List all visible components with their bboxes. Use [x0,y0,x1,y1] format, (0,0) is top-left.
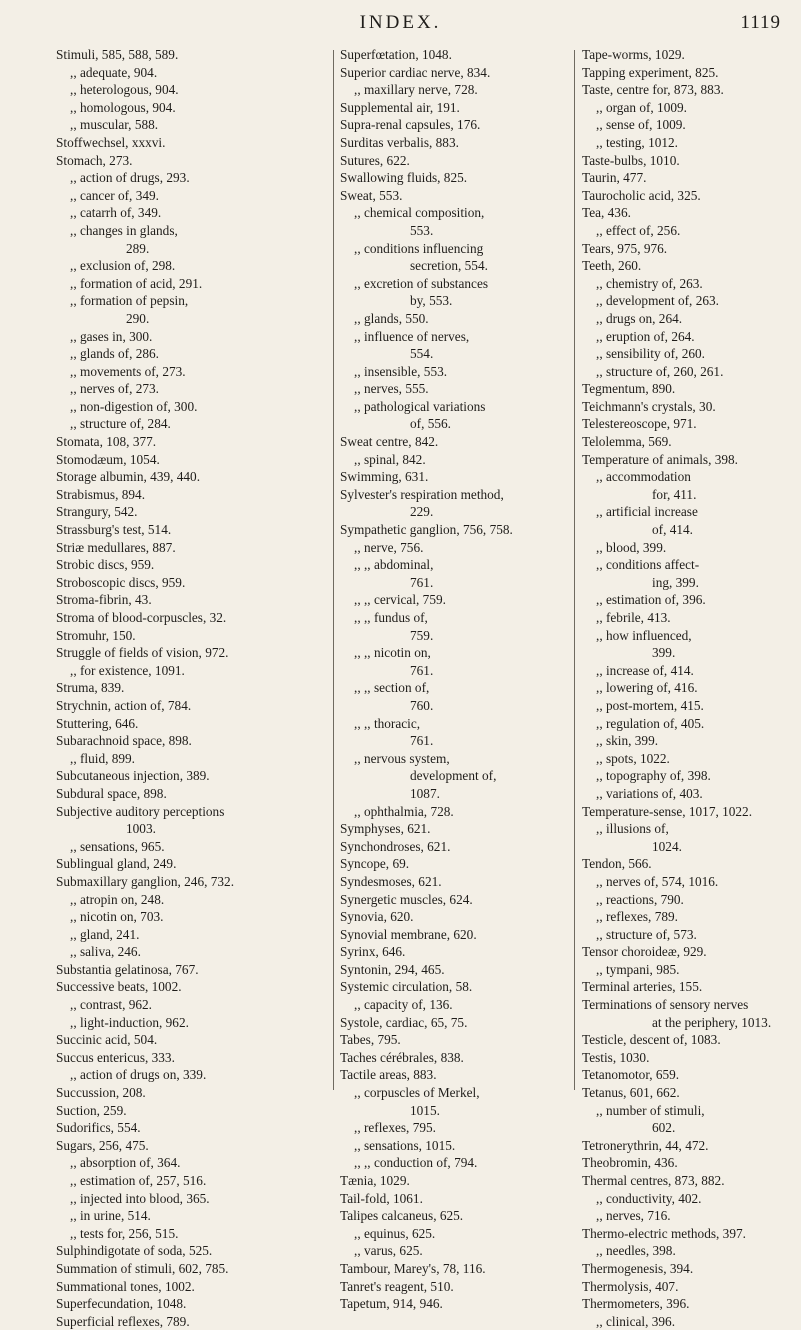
index-entry: Tapetum, 914, 946. [340,1296,443,1312]
index-entry: Thermolysis, 407. [582,1278,679,1294]
index-entry: Suction, 259. [56,1102,127,1118]
index-entry: Sudorifics, 554. [56,1120,141,1136]
index-entry: development of, [410,768,497,784]
index-entry: ,, topography of, 398. [596,768,711,784]
index-entry: 399. [652,645,676,661]
index-entry: ,, capacity of, 136. [354,997,453,1013]
index-entry: ,, fluid, 899. [70,750,136,766]
index-entry: ,, corpuscles of Merkel, [354,1085,480,1101]
index-entry: ,, conductivity, 402. [596,1190,702,1206]
index-entry: for, 411. [652,486,697,502]
index-entry: Sweat, 553. [340,187,403,203]
index-entry: ,, glands, 550. [354,310,429,326]
index-entry: ,, nerves of, 273. [70,381,159,397]
index-entry: Systemic circulation, 58. [340,979,473,995]
index-entry: Struggle of fields of vision, 972. [56,645,229,661]
index-entry: ,, adequate, 904. [70,64,158,80]
index-entry: ,, structure of, 260, 261. [596,363,724,379]
index-entry: ,, varus, 625. [354,1243,423,1259]
index-entry: Stomach, 273. [56,152,133,168]
index-entry: ,, equinus, 625. [354,1225,436,1241]
index-entry: ,, conditions affect- [596,557,700,573]
index-entry: ,, number of stimuli, [596,1102,705,1118]
index-entry: ,, nicotin on, 703. [70,909,164,925]
index-entry: ,, reactions, 790. [596,891,684,907]
index-entry: ,, ,, abdominal, [354,557,434,573]
index-entry: ,, changes in glands, [70,222,178,238]
index-entry: ,, blood, 399. [596,539,667,555]
index-entry: Subdural space, 898. [56,785,167,801]
index-entry: 759. [410,627,434,643]
index-entry: Teeth, 260. [582,258,642,274]
index-entry: ,, gases in, 300. [70,328,153,344]
index-entry: Taurin, 477. [582,170,647,186]
index-entry: at the periphery, 1013. [652,1014,772,1030]
index-entry: Tetanomotor, 659. [582,1067,680,1083]
index-entry: Tendon, 566. [582,856,652,872]
index-entry: ,, lowering of, 416. [596,680,698,696]
index-entry: ,, post-mortem, 415. [596,697,704,713]
index-entry: Syncope, 69. [340,856,410,872]
index-entry: 229. [410,504,434,520]
column-divider [333,50,334,1090]
index-entry: ,, ,, thoracic, [354,715,421,731]
index-entry: ,, testing, 1012. [596,134,678,150]
index-entry: ,, ,, nicotin on, [354,645,431,661]
index-entry: 554. [410,346,434,362]
index-entry: ,, nerve, 756. [354,539,424,555]
index-entry: 1015. [410,1102,440,1118]
index-entry: ,, effect of, 256. [596,222,681,238]
index-entry: 289. [126,240,150,256]
index-entry: Tape-worms, 1029. [582,47,685,62]
index-entry: ,, movements of, 273. [70,363,186,379]
index-entry: Taurocholic acid, 325. [582,187,701,203]
index-entry: ,, variations of, 403. [596,785,703,801]
index-entry: ,, ,, cervical, 759. [354,592,446,608]
index-entry: Tail-fold, 1061. [340,1190,423,1206]
index-entry: Sylvester's respiration method, [340,486,504,502]
index-entry: ,, chemical composition, [354,205,485,221]
index-entry: Striæ medullares, 887. [56,539,176,555]
index-entry: Systole, cardiac, 65, 75. [340,1014,468,1030]
index-entry: Synovia, 620. [340,909,414,925]
index-entry: Tensor choroideæ, 929. [582,944,707,960]
index-entry: Syntonin, 294, 465. [340,961,445,977]
index-entry: Talipes calcaneus, 625. [340,1208,464,1224]
index-entry: ,, tympani, 985. [596,961,680,977]
index-entry: ,, nerves, 716. [596,1208,671,1224]
index-entry: ,, reflexes, 789. [596,909,678,925]
index-entry: Stroma of blood-corpuscles, 32. [56,610,227,625]
index-entry: ,, saliva, 246. [70,944,141,960]
index-entry: 761. [410,662,434,678]
index-entry: 1024. [652,838,682,854]
index-entry: Surditas verbalis, 883. [340,134,459,150]
index-entry: ,, cancer of, 349. [70,187,159,203]
index-entry: Subcutaneous injection, 389. [56,768,210,784]
column-divider [574,50,575,1090]
index-entry: Successive beats, 1002. [56,979,182,995]
index-entry: ,, pathological variations [354,398,486,414]
index-entry: ,, needles, 398. [596,1243,676,1259]
index-entry: 1087. [410,785,440,801]
index-entry: Superfecundation, 1048. [56,1296,187,1312]
index-entry: Strychnin, action of, 784. [56,697,192,713]
index-entry: ,, increase of, 414. [596,662,694,678]
index-entry: ing, 399. [652,574,699,590]
index-entry: ,, action of drugs on, 339. [70,1067,207,1083]
index-entry: Telolemma, 569. [582,434,672,450]
index-entry: ,, eruption of, 264. [596,328,695,344]
index-entry: Stroma-fibrin, 43. [56,592,152,608]
index-entry: Telestereoscope, 971. [582,416,697,432]
index-entry: ,, estimation of, 396. [596,592,706,608]
index-entry: Thermogenesis, 394. [582,1260,694,1276]
index-entry: Stomata, 108, 377. [56,434,157,450]
index-entry: ,, febrile, 413. [596,610,671,625]
running-title: INDEX. [359,12,442,33]
index-entry: ,, development of, 263. [596,293,719,309]
index-entry: by, 553. [410,293,453,309]
index-entry: Stoffwechsel, xxxvi. [56,134,166,150]
index-entry: ,, ophthalmia, 728. [354,803,454,819]
index-entry: Summational tones, 1002. [56,1278,195,1294]
index-entry: ,, atropin on, 248. [70,891,165,907]
index-entry: ,, structure of, 573. [596,926,697,942]
index-entry: ,, action of drugs, 293. [70,170,190,186]
index-entry: ,, sensibility of, 260. [596,346,705,362]
index-entry: ,, glands of, 286. [70,346,160,362]
index-entry: ,, insensible, 553. [354,363,448,379]
index-entry: ,, catarrh of, 349. [70,205,162,221]
index-entry: Teichmann's crystals, 30. [582,398,716,414]
index-entry: ,, sensations, 965. [70,838,165,854]
index-entry: ,, how influenced, [596,627,692,643]
index-entry: ,, regulation of, 405. [596,715,705,731]
page-header [0,8,801,44]
index-entry: ,, nerves, 555. [354,381,429,397]
index-entry: Superior cardiac nerve, 834. [340,64,491,80]
index-entry: Sutures, 622. [340,152,410,168]
index-entry: Strassburg's test, 514. [56,522,172,538]
index-entry: ,, artificial increase [596,504,698,520]
index-entry: Strangury, 542. [56,504,138,520]
index-entry: ,, excretion of substances [354,275,489,291]
index-entry: 290. [126,310,150,326]
index-entry: Tetanus, 601, 662. [582,1085,680,1101]
index-entry: of, 556. [410,416,451,432]
index-entry: Tactile areas, 883. [340,1067,437,1083]
index-entry: ,, sensations, 1015. [354,1137,456,1153]
index-entry: Subjective auditory perceptions [56,803,225,819]
index-entry: Tænia, 1029. [340,1173,410,1188]
page-number: 1119 [740,12,781,33]
index-entry: Stromuhr, 150. [56,627,136,643]
index-entry: Strobic discs, 959. [56,557,155,573]
index-entry: ,, muscular, 588. [70,117,159,133]
index-entry: Taste, centre for, 873, 883. [582,82,724,98]
index-entry: Synchondroses, 621. [340,838,451,854]
index-entry: Supplemental air, 191. [340,99,460,115]
index-entry: ,, heterologous, 904. [70,82,179,98]
index-entry: ,, non-digestion of, 300. [70,398,198,414]
index-entry: 602. [652,1120,676,1136]
index-entry: Taches cérébrales, 838. [340,1049,464,1065]
index-entry: 761. [410,574,434,590]
index-entry: ,, ,, fundus of, [354,610,428,625]
index-entry: ,, accommodation [596,469,691,485]
index-entry: Tea, 436. [582,205,631,221]
index-entry: Testis, 1030. [582,1049,650,1065]
index-entry: Stroboscopic discs, 959. [56,574,186,590]
index-entry: ,, spinal, 842. [354,451,426,467]
index-entry: ,, maxillary nerve, 728. [354,82,478,98]
index-entry: ,, for existence, 1091. [70,662,185,678]
index-entry: Strabismus, 894. [56,486,146,502]
index-entry: ,, absorption of, 364. [70,1155,181,1171]
index-entry: Terminal arteries, 155. [582,979,703,995]
index-entry: ,, influence of nerves, [354,328,470,344]
index-column-3 [582,46,800,1329]
index-entry: Synovial membrane, 620. [340,926,477,942]
index-entry: Swallowing fluids, 825. [340,170,468,186]
index-entry: Stuttering, 646. [56,715,139,731]
index-entry: ,, light-induction, 962. [70,1014,189,1030]
index-entry: ,, spots, 1022. [596,750,670,766]
index-entry: secretion, 554. [410,258,488,274]
index-entry: ,, illusions of, [596,821,669,837]
index-entry: ,, gland, 241. [70,926,140,942]
index-entry: Syrinx, 646. [340,944,406,960]
index-entry: ,, formation of acid, 291. [70,275,203,291]
index-entry: of, 414. [652,522,693,538]
index-entry: ,, nervous system, [354,750,450,766]
index-entry: Temperature of animals, 398. [582,451,738,467]
index-entry: Tetronerythrin, 44, 472. [582,1137,709,1153]
index-entry: Thermal centres, 873, 882. [582,1173,725,1188]
index-entry: Substantia gelatinosa, 767. [56,961,199,977]
index-entry: Sympathetic ganglion, 756, 758. [340,522,513,538]
index-entry: Submaxillary ganglion, 246, 732. [56,873,235,889]
index-entry: ,, drugs on, 264. [596,310,683,326]
index-entry: Theobromin, 436. [582,1155,678,1171]
index-entry: 553. [410,222,434,238]
index-entry: Tears, 975, 976. [582,240,668,256]
index-entry: Summation of stimuli, 602, 785. [56,1260,229,1276]
index-column-2 [340,46,570,1312]
index-entry: Tapping experiment, 825. [582,64,719,80]
index-entry: Tambour, Marey's, 78, 116. [340,1260,486,1276]
index-entry: 1003. [126,821,156,837]
index-entry: ,, nerves of, 574, 1016. [596,873,719,889]
index-entry: ,, formation of pepsin, [70,293,189,309]
index-entry: ,, estimation of, 257, 516. [70,1173,207,1188]
index-entry: ,, homologous, 904. [70,99,176,115]
index-entry: Swimming, 631. [340,469,429,485]
index-entry: ,, chemistry of, 263. [596,275,703,291]
index-entry: ,, conditions influencing [354,240,484,256]
index-entry: 760. [410,697,434,713]
index-entry: Sugars, 256, 475. [56,1137,149,1153]
index-entry: Temperature-sense, 1017, 1022. [582,803,753,819]
index-entry: ,, injected into blood, 365. [70,1190,210,1206]
index-entry: Stomodæum, 1054. [56,451,160,467]
index-entry: Taste-bulbs, 1010. [582,152,680,168]
index-entry: Thermometers, 396. [582,1296,690,1312]
index-entry: Supra-renal capsules, 176. [340,117,481,133]
index-column-1 [56,46,318,1329]
index-entry: Tanret's reagent, 510. [340,1278,454,1294]
index-entry: ,, exclusion of, 298. [70,258,176,274]
index-entry: Terminations of sensory nerves [582,997,749,1013]
index-entry: 761. [410,733,434,749]
index-entry: Succinic acid, 504. [56,1032,158,1048]
index-entry: ,, sense of, 1009. [596,117,686,133]
index-entry: Testicle, descent of, 1083. [582,1032,721,1048]
index-entry: Succussion, 208. [56,1085,146,1101]
index-entry: ,, reflexes, 795. [354,1120,436,1136]
index-entry: Storage albumin, 439, 440. [56,469,201,485]
index-entry: Syndesmoses, 621. [340,873,442,889]
index-entry: ,, skin, 399. [596,733,659,749]
index-entry: Sweat centre, 842. [340,434,439,450]
index-entry: Thermo-electric methods, 397. [582,1225,746,1241]
index-entry: ,, in urine, 514. [70,1208,151,1224]
index-entry: ,, organ of, 1009. [596,99,687,115]
index-entry: Sublingual gland, 249. [56,856,177,872]
index-entry: ,, tests for, 256, 515. [70,1225,179,1241]
index-entry: Struma, 839. [56,680,125,696]
index-entry: ,, contrast, 962. [70,997,152,1013]
index-entry: Subarachnoid space, 898. [56,733,192,749]
index-entry: Tabes, 795. [340,1032,401,1048]
index-entry: Succus entericus, 333. [56,1049,175,1065]
index-entry: Superficial reflexes, 789. [56,1313,190,1329]
index-entry: ,, structure of, 284. [70,416,171,432]
index-entry: Stimuli, 585, 588, 589. [56,47,179,62]
index-entry: Tegmentum, 890. [582,381,676,397]
index-entry: Synergetic muscles, 624. [340,891,473,907]
index-entry: ,, ,, section of, [354,680,430,696]
index-entry: ,, ,, conduction of, 794. [354,1155,478,1171]
index-entry: Symphyses, 621. [340,821,431,837]
index-entry: ,, clinical, 396. [596,1313,676,1329]
index-entry: Sulphindigotate of soda, 525. [56,1243,213,1259]
index-entry: Superfœtation, 1048. [340,47,452,62]
